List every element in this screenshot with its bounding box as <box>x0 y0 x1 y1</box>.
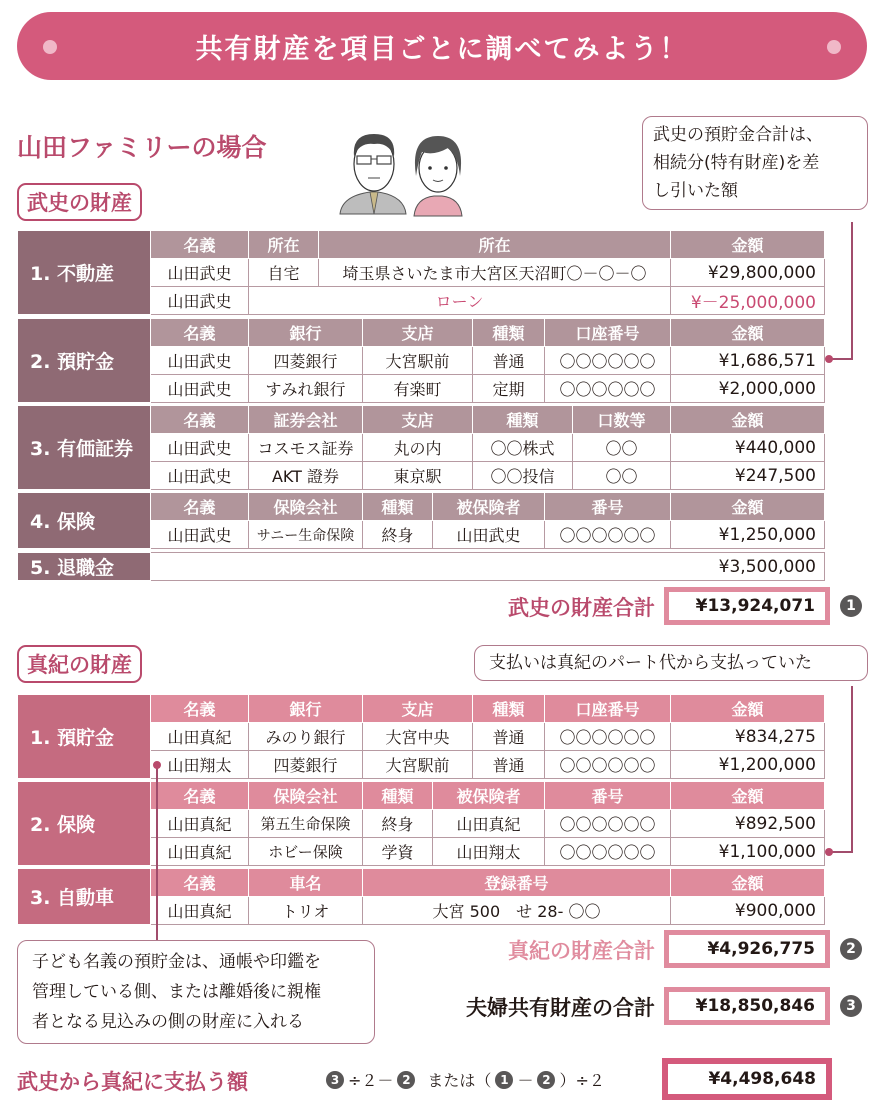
cell: 山田武史 <box>433 521 545 549</box>
column-header: 口数等 <box>573 406 671 434</box>
husband-insurance-table <box>17 492 825 549</box>
cell: 山田翔太 <box>151 751 249 779</box>
column-header: 保険会社 <box>249 493 363 521</box>
column-header: 種類 <box>363 493 433 521</box>
column-header: 名義 <box>151 782 249 810</box>
wife-total-value: ¥4,926,775 <box>664 930 830 968</box>
marker-2-icon: 2 <box>840 938 862 960</box>
amount-cell: ¥892,500 <box>671 810 825 838</box>
amount-cell: ¥834,275 <box>671 723 825 751</box>
cell: 普通 <box>473 751 545 779</box>
husband-savings-table <box>17 318 825 403</box>
cell: ホビー保険 <box>249 838 363 866</box>
payment-formula <box>326 1068 605 1091</box>
formula-text: ）÷２ <box>559 1071 605 1090</box>
cell: 東京駅 <box>363 462 473 490</box>
marker-1-icon: 1 <box>495 1071 513 1089</box>
cell: 学資 <box>363 838 433 866</box>
joint-total-value: ¥18,850,846 <box>664 987 830 1025</box>
marker-3-icon: 3 <box>840 995 862 1017</box>
callout-connector <box>156 766 158 941</box>
child-savings-callout <box>17 940 375 1044</box>
cell: 大宮駅前 <box>363 751 473 779</box>
column-header: 名義 <box>151 406 249 434</box>
cell: 〇〇 <box>573 434 671 462</box>
cell: サニー生命保険 <box>249 521 363 549</box>
loan-cell: ローン <box>249 287 671 315</box>
cell: すみれ銀行 <box>249 375 363 403</box>
column-header: 金額 <box>671 493 825 521</box>
cell: 〇〇〇〇〇〇 <box>545 838 671 866</box>
cell: 終身 <box>363 521 433 549</box>
cell: 四菱銀行 <box>249 751 363 779</box>
husband-total-value: ¥13,924,071 <box>664 587 830 625</box>
column-header: 登録番号 <box>363 869 671 897</box>
group-label: 5. 退職金 <box>18 553 151 581</box>
amount-cell: ¥－25,000,000 <box>671 287 825 315</box>
cell: みのり銀行 <box>249 723 363 751</box>
column-header: 金額 <box>671 869 825 897</box>
cell: 山田翔太 <box>433 838 545 866</box>
callout-pointer <box>825 848 833 856</box>
amount-cell: ¥1,200,000 <box>671 751 825 779</box>
column-header: 所在 <box>319 231 671 259</box>
column-header: 車名 <box>249 869 363 897</box>
cell: 四菱銀行 <box>249 347 363 375</box>
marker-2-icon: 2 <box>397 1071 415 1089</box>
formula-text: または（ <box>427 1071 492 1090</box>
banner-dot-right <box>827 40 841 54</box>
column-header: 種類 <box>473 319 545 347</box>
cell: 〇〇株式 <box>473 434 573 462</box>
joint-total-label: 夫婦共有財産の合計 <box>466 996 655 1020</box>
cell: 〇〇 <box>573 462 671 490</box>
wife-total-label: 真紀の財産合計 <box>508 939 655 963</box>
cell: AKT 證券 <box>249 462 363 490</box>
column-header: 金額 <box>671 231 825 259</box>
cell: 山田真紀 <box>151 810 249 838</box>
column-header: 種類 <box>363 782 433 810</box>
column-header: 口座番号 <box>545 319 671 347</box>
cell: 〇〇〇〇〇〇 <box>545 810 671 838</box>
cell: 〇〇〇〇〇〇 <box>545 723 671 751</box>
cell: 大宮駅前 <box>363 347 473 375</box>
group-label: 2. 預貯金 <box>18 319 151 403</box>
marker-1-icon: 1 <box>840 595 862 617</box>
cell: コスモス証券 <box>249 434 363 462</box>
column-header: 金額 <box>671 782 825 810</box>
cell: 大宮 500 せ 28- 〇〇 <box>363 897 671 925</box>
husband-savings-callout <box>642 116 868 210</box>
husband-retirement-table <box>17 552 825 581</box>
callout-line: 子ども名義の預貯金は、通帳や印鑑を <box>32 952 321 972</box>
banner-title: 共有財産を項目ごとに調べてみよう！ <box>195 33 689 65</box>
wife-section-label: 真紀の財産 <box>17 645 142 683</box>
column-header: 名義 <box>151 319 249 347</box>
payment-label: 武史から真紀に支払う額 <box>17 1070 248 1094</box>
amount-cell: ¥440,000 <box>671 434 825 462</box>
banner-dot-left <box>43 40 57 54</box>
cell: 山田真紀 <box>151 838 249 866</box>
wife-insurance-table <box>17 781 825 866</box>
cell: 〇〇〇〇〇〇 <box>545 751 671 779</box>
column-header: 支店 <box>363 406 473 434</box>
cell: 定期 <box>473 375 545 403</box>
callout-line: 者となる見込みの側の財産に入れる <box>32 1012 304 1032</box>
column-header: 名義 <box>151 231 249 259</box>
amount-cell: ¥1,100,000 <box>671 838 825 866</box>
column-header: 名義 <box>151 493 249 521</box>
cell: 丸の内 <box>363 434 473 462</box>
column-header: 被保険者 <box>433 782 545 810</box>
column-header: 保険会社 <box>249 782 363 810</box>
column-header: 支店 <box>363 319 473 347</box>
column-header: 銀行 <box>249 695 363 723</box>
group-label: 4. 保険 <box>18 493 151 549</box>
cell: 山田武史 <box>151 287 249 315</box>
callout-pointer <box>153 761 161 769</box>
marker-2-icon: 2 <box>537 1071 555 1089</box>
husband-securities-table <box>17 405 825 490</box>
page-banner <box>17 12 867 80</box>
column-header: 種類 <box>473 406 573 434</box>
cell: 山田武史 <box>151 462 249 490</box>
column-header: 金額 <box>671 406 825 434</box>
cell: 山田真紀 <box>151 897 249 925</box>
column-header: 金額 <box>671 695 825 723</box>
column-header: 種類 <box>473 695 545 723</box>
callout-line: 武史の預貯金合計は、 <box>653 125 823 145</box>
amount-cell: ¥1,250,000 <box>671 521 825 549</box>
column-header: 口座番号 <box>545 695 671 723</box>
cell: 山田武史 <box>151 347 249 375</box>
amount-cell: ¥900,000 <box>671 897 825 925</box>
callout-line: し引いた額 <box>653 181 738 201</box>
husband-total-label: 武史の財産合計 <box>508 596 655 620</box>
cell: 山田武史 <box>151 434 249 462</box>
cell: 第五生命保険 <box>249 810 363 838</box>
cell: 有楽町 <box>363 375 473 403</box>
cell: 〇〇〇〇〇〇 <box>545 347 671 375</box>
callout-connector <box>851 686 853 852</box>
cell: 終身 <box>363 810 433 838</box>
column-header: 番号 <box>545 493 671 521</box>
wife-savings-table <box>17 694 825 779</box>
cell: 自宅 <box>249 259 319 287</box>
cell: 山田真紀 <box>433 810 545 838</box>
column-header: 支店 <box>363 695 473 723</box>
cell: 山田真紀 <box>151 723 249 751</box>
column-header: 所在 <box>249 231 319 259</box>
couple-illustration-icon <box>330 126 465 218</box>
callout-connector <box>851 222 853 359</box>
column-header: 証券会社 <box>249 406 363 434</box>
column-header: 銀行 <box>249 319 363 347</box>
cell: 〇〇〇〇〇〇 <box>545 521 671 549</box>
formula-text: ÷２－ <box>348 1071 394 1090</box>
cell: 埼玉県さいたま市大宮区天沼町〇－〇－〇 <box>319 259 671 287</box>
family-title: 山田ファミリーの場合 <box>17 133 267 162</box>
cell: 山田武史 <box>151 375 249 403</box>
group-label: 2. 保険 <box>18 782 151 866</box>
column-header: 被保険者 <box>433 493 545 521</box>
callout-line: 相続分(特有財産)を差 <box>653 153 820 173</box>
group-label: 1. 預貯金 <box>18 695 151 779</box>
amount-cell: ¥247,500 <box>671 462 825 490</box>
group-label: 1. 不動産 <box>18 231 151 315</box>
marker-3-icon: 3 <box>326 1071 344 1089</box>
callout-line: 管理している側、または離婚後に親権 <box>32 982 321 1002</box>
cell: 〇〇投信 <box>473 462 573 490</box>
cell: 普通 <box>473 347 545 375</box>
column-header: 番号 <box>545 782 671 810</box>
cell: 大宮中央 <box>363 723 473 751</box>
wife-payment-callout: 支払いは真紀のパート代から支払っていた <box>474 645 868 681</box>
cell: トリオ <box>249 897 363 925</box>
formula-text: － <box>517 1071 534 1090</box>
column-header: 名義 <box>151 869 249 897</box>
column-header: 金額 <box>671 319 825 347</box>
cell: 山田武史 <box>151 521 249 549</box>
amount-cell: ¥2,000,000 <box>671 375 825 403</box>
amount-cell: ¥1,686,571 <box>671 347 825 375</box>
cell: 普通 <box>473 723 545 751</box>
cell: 山田武史 <box>151 259 249 287</box>
callout-pointer <box>825 355 833 363</box>
column-header: 名義 <box>151 695 249 723</box>
amount-cell: ¥29,800,000 <box>671 259 825 287</box>
amount-cell: ¥3,500,000 <box>151 553 825 581</box>
husband-section-label: 武史の財産 <box>17 183 142 221</box>
group-label: 3. 自動車 <box>18 869 151 925</box>
wife-car-table <box>17 868 825 925</box>
husband-real-estate-table <box>17 230 825 315</box>
table-row <box>18 553 825 581</box>
group-label: 3. 有価証券 <box>18 406 151 490</box>
payment-amount: ¥4,498,648 <box>662 1058 832 1100</box>
cell: 〇〇〇〇〇〇 <box>545 375 671 403</box>
